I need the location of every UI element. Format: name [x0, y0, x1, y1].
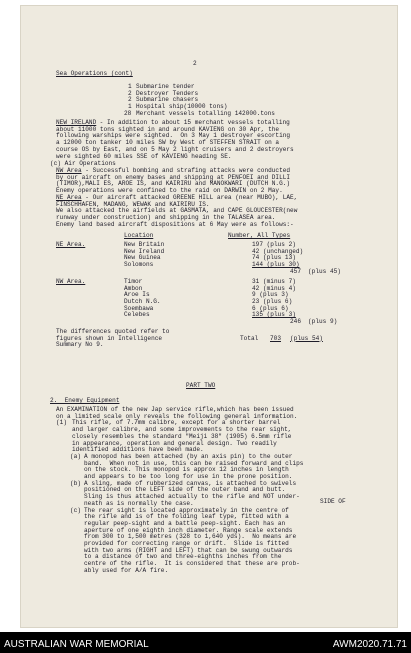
- equipment-item-line: band. When not in use, this can be raised forward and clips: [84, 459, 304, 467]
- equipment-item-line: centre of the rifle. It is considered that these are prob-: [84, 560, 300, 568]
- table-area-label: NE Area.: [56, 241, 86, 248]
- equipment-heading: 2. Enemy Equipment: [50, 397, 120, 404]
- table-location: Soembawa: [124, 304, 154, 312]
- equipment-item-marker: (c): [70, 506, 81, 514]
- equipment-item-line: and larger calibre, and some improvements to the rear sight,: [72, 426, 292, 434]
- vessel-type: Merchant vessels totalling 142000.tons: [136, 109, 275, 117]
- area-label: NW Area: [56, 167, 82, 174]
- new-ireland-label: NEW IRELAND: [56, 119, 97, 126]
- table-number: 144 (plus 30): [252, 261, 300, 269]
- figures-note-line: The differences quoted refer to: [56, 328, 170, 335]
- table-total-value: 703: [270, 334, 281, 342]
- area-label: NE Area: [56, 193, 82, 201]
- table-header-number: Number, All Types: [228, 232, 291, 239]
- equipment-item-line: A monopod has been attached (by an axis pin) to the outer: [84, 452, 293, 460]
- equipment-item-line: A sling, made of rubberized canvas, is attached to swivels: [84, 479, 297, 487]
- new-ireland-line: course OS by East, and on 5 May 2 light cruisers and 2 destroyers: [56, 145, 294, 153]
- table-location: New Britain: [124, 241, 165, 248]
- vessel-type: Destroyer Tenders: [136, 89, 199, 97]
- table-number: 31 (minus 7): [252, 277, 296, 285]
- vessel-count: 2: [128, 89, 132, 97]
- equipment-intro-line: on a limited scale only reveals the following general information.: [56, 412, 298, 420]
- section-heading: Sea Operations (cont): [56, 70, 133, 77]
- new-ireland-line: were sighted 60 miles SSE of KAVIENG heading SE.: [56, 152, 232, 160]
- table-location: Ambon: [124, 284, 143, 292]
- equipment-item-line: provided for correcting range or drift. Slide is fitted: [84, 540, 289, 547]
- equipment-item-line: ably used for A/A fire.: [84, 566, 169, 574]
- air-line: Enemy operations were confined to the raid on DARWIN on 2 May.: [56, 187, 283, 195]
- table-number: 74 (plus 13): [252, 254, 296, 262]
- new-ireland-line: a 12000 ton tanker 10 miles SW by West of STEFFEN STRAIT on a: [56, 139, 280, 147]
- table-number: 197 (plus 2): [252, 241, 296, 248]
- table-number: 9 (plus 3): [252, 291, 289, 299]
- air-line: by our aircraft on enemy bases and shipping at PENFOEI and DILLI: [56, 173, 291, 181]
- page-number: 2: [193, 60, 197, 67]
- equipment-item-line: neath as is normally the case.: [84, 499, 194, 507]
- equipment-item-line: to a distance of two and three-eighths inches from the: [84, 553, 282, 561]
- air-line: (TIMOR),MALI ES, AROE IS, and KAIRIRU and MANOKWARI (DUTCH N.G.): [56, 180, 291, 188]
- air-line: - Our aircraft attacked GREENE HILL area (near MUBO), LAE,: [81, 193, 298, 201]
- table-area-label: NW Area.: [56, 277, 86, 285]
- table-number: 42 (unchanged): [252, 247, 304, 255]
- equipment-intro-line: An EXAMINATION of the new Jap service rifle,which has been issued: [56, 406, 294, 413]
- table-location: Timor: [124, 277, 143, 285]
- table-location: Celebes: [124, 311, 150, 319]
- table-location: Aroe Is: [124, 291, 150, 299]
- vessel-count: 2: [128, 96, 132, 104]
- air-line: runway under construction) and shipping in the TALASEA area.: [56, 213, 276, 221]
- equipment-item-line: positioned on the LEFT side of the outer band and butt.: [84, 486, 286, 494]
- equipment-item-line: the rifle and is of the folding leaf type, fitted with a: [84, 513, 289, 521]
- equipment-item-line: aperture of one eighth inch diameter. Range scale extends: [84, 526, 293, 534]
- figures-note-line: figures shown in Intelligence: [56, 334, 163, 342]
- equipment-item-line: Sling is thus attached actually to the rifle and NOT under-: [84, 493, 300, 501]
- equipment-item-marker: (a): [70, 452, 81, 460]
- air-line: - Successful bombing and strafing attacks were conducted: [81, 167, 291, 174]
- vessel-count: 1: [128, 83, 132, 90]
- table-number: 135 (plus 3): [252, 311, 296, 319]
- equipment-item-marker: (b): [70, 479, 81, 487]
- table-location: New Guinea: [124, 254, 161, 262]
- equipment-item-line: closely resembles the standard "Meiji 38" (1905) 6.5mm rifle: [72, 432, 292, 440]
- table-subtotal-change: (plus 45): [308, 267, 341, 275]
- equipment-item-line: regular peep-sight and a battle peep-sight. Each has an: [84, 519, 286, 527]
- figures-note-line: Summary No 9.: [56, 341, 104, 349]
- equipment-item-line: with two arms (RIGHT and LEFT) that can be swung outwards: [84, 546, 293, 554]
- archive-footer-bar: [0, 632, 411, 653]
- new-ireland-line: - In addition to about 15 merchant vessels totalling: [96, 119, 290, 126]
- part-heading: PART TWO: [186, 382, 216, 389]
- new-ireland-line: following warships were sighted. On 3 May 1 destroyer escorting: [56, 132, 291, 140]
- vessel-count: 28: [124, 109, 132, 117]
- equipment-item-line: from 300 to 1,500 metres (328 to 1,640 yds). No means are: [84, 533, 297, 541]
- table-location: Dutch N.G.: [124, 297, 161, 305]
- table-location: New Ireland: [124, 247, 165, 255]
- archive-name: AUSTRALIAN WAR MEMORIAL: [4, 639, 149, 650]
- table-header-location: Location: [124, 232, 154, 239]
- vessel-type: Submarine tender: [136, 83, 195, 90]
- vessel-type: Hospital ship(10000 tons): [136, 103, 228, 111]
- air-line: FINSCHHAFEN, MADANG, WEWAK and KAIRIRU IS.: [56, 200, 210, 208]
- equipment-item-marker: (1): [56, 419, 67, 427]
- table-number: 23 (plus 6): [252, 297, 293, 305]
- equipment-item-line: on the stock. This monopod is approx 12 inches in length: [84, 466, 289, 474]
- equipment-item-line: and appears to be too long for use in the prone position.: [84, 473, 293, 480]
- table-subtotal: 246: [290, 318, 301, 325]
- vessel-count: 1: [128, 103, 132, 111]
- table-location: Solomons: [124, 261, 154, 269]
- air-line: Enemy land based aircraft dispositions at 6 May were as follows:-: [56, 220, 294, 228]
- air-operations-heading: (c) Air Operations: [50, 160, 116, 167]
- equipment-item-line: The rear sight is located approximately in the centre of: [84, 506, 289, 514]
- equipment-item-line: identified additions have been made.: [72, 446, 204, 454]
- handwritten-annotation: SIDE OF: [320, 497, 346, 505]
- catalogue-number: AWM2020.71.71: [332, 639, 407, 650]
- table-number: 6 (plus 6): [252, 304, 289, 312]
- table-total-change: (plus 54): [290, 334, 323, 342]
- typed-text-body: [20, 5, 398, 628]
- table-number: 42 (minus 4): [252, 284, 296, 292]
- table-subtotal: 457: [290, 267, 301, 275]
- new-ireland-line: about 11000 tons sighted in and around KAVIENG on 30 Apr, the: [56, 125, 280, 133]
- table-subtotal-change: (plus 9): [308, 318, 338, 325]
- document-page: [20, 5, 398, 628]
- equipment-item-line: This rifle, of 7.7mm calibre, except for a shorter barrel: [72, 419, 281, 427]
- air-line: We also attacked the airfields at GASMATA, and CAPE GLOUCESTER(new: [56, 207, 298, 215]
- vessel-type: Submarine chasers: [136, 96, 199, 104]
- table-total-label: Total: [240, 334, 259, 342]
- equipment-item-line: in appearance, operation and general design. Two readily: [72, 439, 277, 447]
